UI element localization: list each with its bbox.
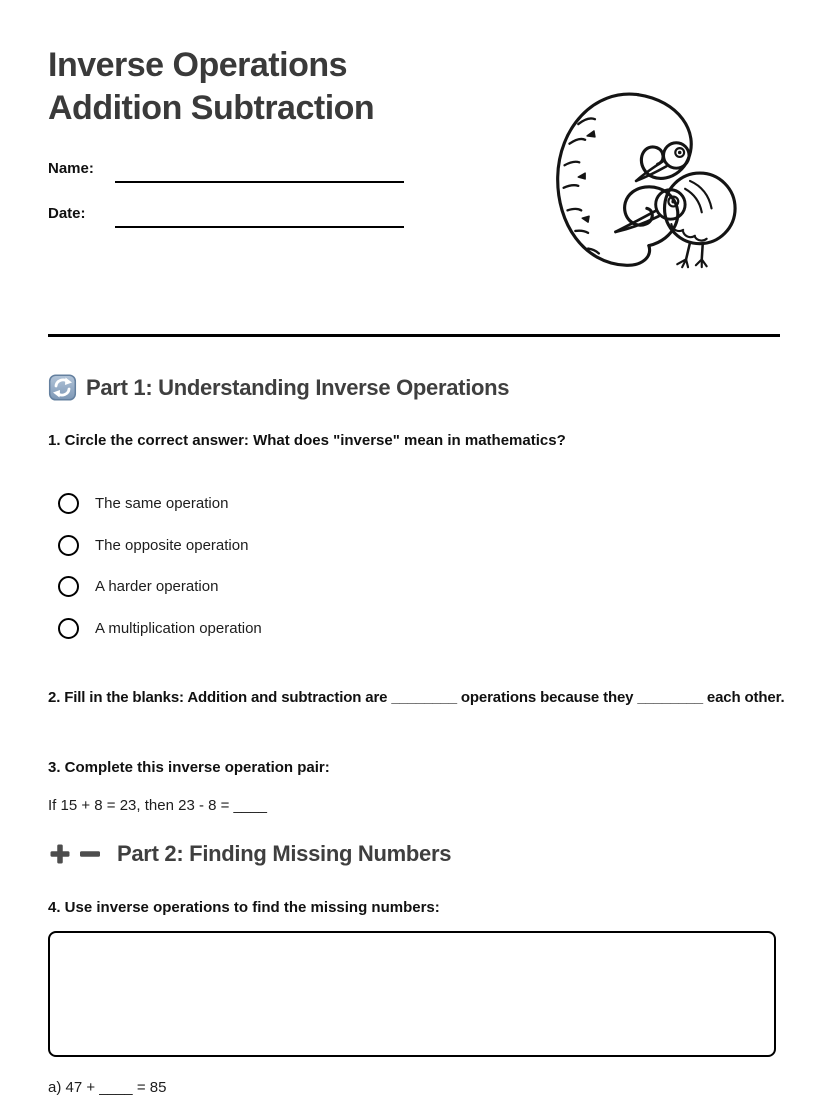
option-row-4 (58, 617, 262, 639)
option-label-4: A multiplication operation (95, 619, 262, 637)
plus-icon (48, 842, 72, 866)
option-label-2: The opposite operation (95, 536, 249, 554)
option-label-1: The same operation (95, 494, 229, 512)
name-label: Name: (48, 160, 94, 177)
option-row-2 (58, 534, 248, 556)
question-4-item-a: a) 47 + ____ = 85 (48, 1079, 167, 1096)
question-3: 3. Complete this inverse operation pair: (48, 759, 330, 776)
option-label-3: A harder operation (95, 577, 219, 595)
page-title-line2: Addition Subtraction (48, 89, 375, 127)
part1-heading-text: Part 1: Understanding Inverse Operations (86, 374, 510, 400)
name-blank-line[interactable] (115, 181, 404, 183)
date-label: Date: (48, 205, 86, 222)
answer-box[interactable] (48, 931, 776, 1057)
radio-circle-2[interactable] (58, 535, 79, 556)
question-2: 2. Fill in the blanks: Addition and subtraction are ________ operations because they ________ each other. (48, 689, 785, 706)
question-1: 1. Circle the correct answer: What does "inverse" mean in mathematics? (48, 432, 566, 449)
minus-icon (79, 842, 101, 866)
date-blank-line[interactable] (115, 226, 404, 228)
option-row-3 (58, 575, 218, 597)
section-divider (48, 334, 780, 337)
refresh-icon (48, 374, 77, 401)
part1-heading (48, 374, 509, 401)
option-row-1 (58, 492, 228, 514)
kiwi-koru-illustration (543, 86, 739, 270)
radio-circle-3[interactable] (58, 576, 79, 597)
page-title (48, 44, 374, 130)
radio-circle-1[interactable] (58, 493, 79, 514)
radio-circle-4[interactable] (58, 618, 79, 639)
question-3-equation: If 15 + 8 = 23, then 23 - 8 = ____ (48, 797, 267, 814)
page-title-line1: Inverse Operations (48, 46, 348, 84)
question-4: 4. Use inverse operations to find the missing numbers: (48, 899, 440, 916)
part2-heading-text: Part 2: Finding Missing Numbers (117, 841, 452, 866)
part2-heading (48, 841, 451, 867)
